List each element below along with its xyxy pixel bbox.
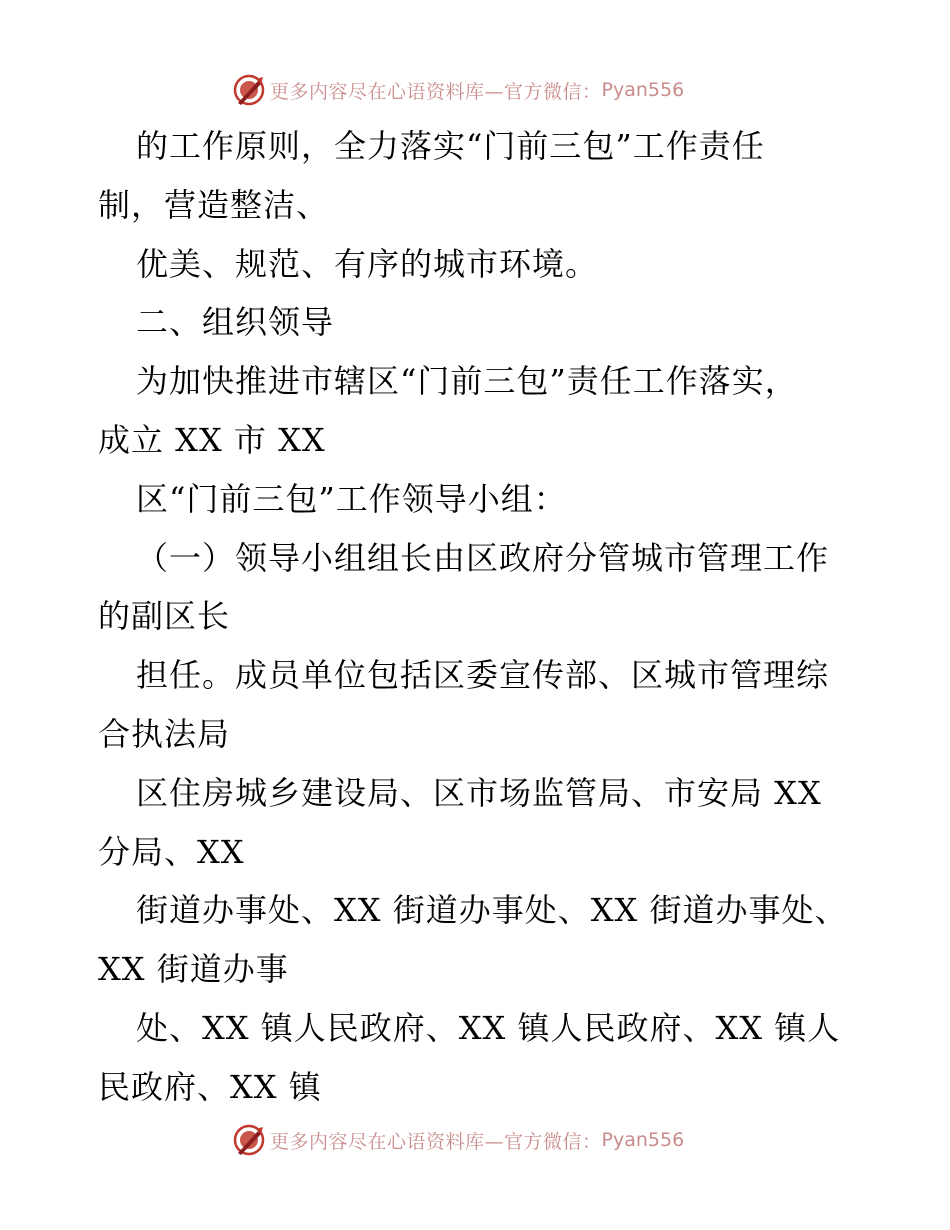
text-line: 区“门前三包”工作领导小组： xyxy=(136,479,567,518)
text-line: 民政府、XX 镇 xyxy=(98,1067,322,1106)
section-heading: 二、组织领导 xyxy=(136,303,335,342)
text-line: 处、XX 镇人民政府、XX 镇人民政府、XX 镇人 xyxy=(136,1008,841,1047)
header-watermark xyxy=(232,72,684,108)
text-line: 区住房城乡建设局、区市场监管局、市安局 XX xyxy=(136,773,822,812)
text-line: 成立 XX 市 XX xyxy=(98,420,326,459)
text-line: 的副区长 xyxy=(98,597,231,636)
text-line: XX 街道办事 xyxy=(98,950,289,989)
watermark-text: 更多内容尽在心语资料库—官方微信： xyxy=(270,1130,602,1153)
text-line: 优美、规范、有序的城市环境。 xyxy=(136,244,599,283)
watermark-wechat-id: Pyan556 xyxy=(601,79,685,101)
watermark-wechat-id: Pyan556 xyxy=(601,1129,685,1151)
text-line: 担任。成员单位包括区委宣传部、区城市管理综 xyxy=(136,656,830,695)
text-line: 制，营造整洁、 xyxy=(98,185,330,224)
quill-seal-icon xyxy=(232,73,266,107)
text-line: （一）领导小组组长由区政府分管城市管理工作 xyxy=(136,538,830,577)
text-line: 的工作原则，全力落实“门前三包”工作责任 xyxy=(136,127,765,165)
document-body xyxy=(98,117,858,1117)
footer-watermark xyxy=(232,1122,684,1158)
text-line: 为加快推进市辖区“门前三包”责任工作落实， xyxy=(136,362,798,401)
text-line: 合执法局 xyxy=(98,714,231,753)
quill-seal-icon xyxy=(232,1123,266,1157)
text-line: 分局、XX xyxy=(98,832,245,871)
watermark-text: 更多内容尽在心语资料库—官方微信： xyxy=(270,80,602,103)
text-line: 街道办事处、XX 街道办事处、XX 街道办事处、 xyxy=(136,891,848,930)
